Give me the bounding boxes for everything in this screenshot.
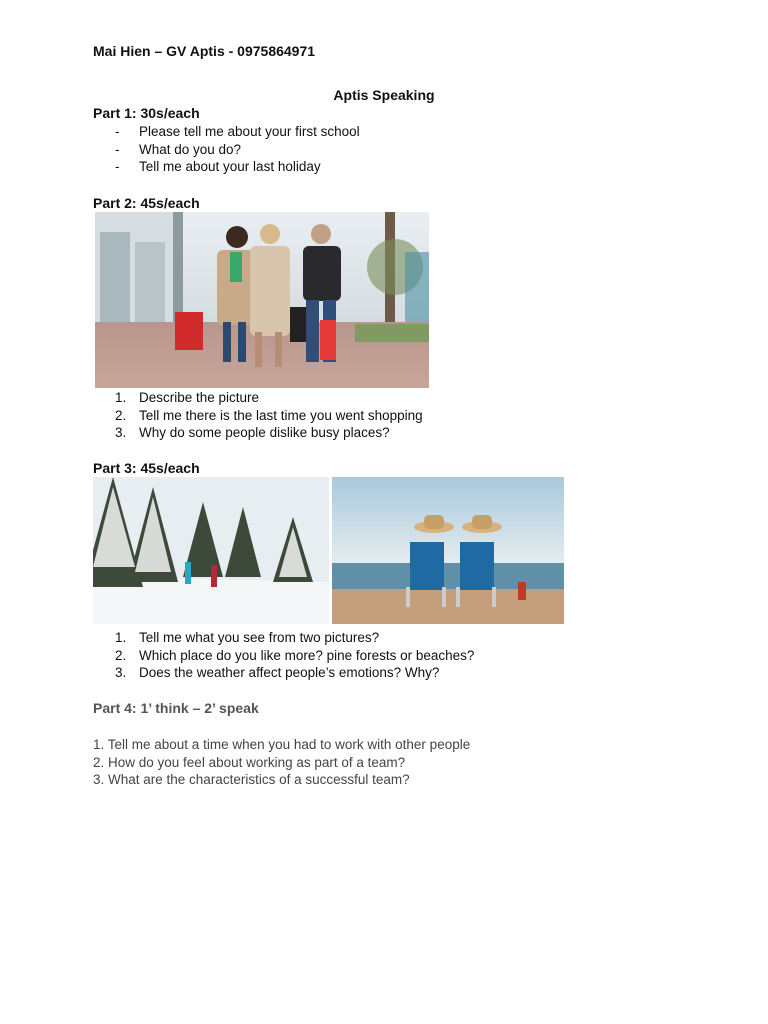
question-text: Describe the picture (139, 390, 260, 405)
bullet-dash: - (115, 141, 120, 157)
question-text: Which place do you like more? pine forests or beaches? (139, 647, 475, 663)
shopping-photo (95, 212, 429, 388)
question-text: Why do some people dislike busy places? (139, 425, 390, 441)
question-text: Tell me what you see from two pictures? (139, 630, 380, 645)
pine-forest-photo (93, 477, 329, 624)
part3-question-list (93, 629, 474, 682)
part3-heading: Part 3: 45s/each (93, 460, 200, 476)
list-item: 2. How do you feel about working as part of a team? (93, 754, 406, 770)
question-text: Does the weather affect people’s emotions? Why? (139, 665, 440, 681)
part1-heading: Part 1: 30s/each (93, 105, 200, 121)
list-number: 1. (115, 390, 127, 405)
beach-photo (332, 477, 564, 624)
question-text: Tell me there is the last time you went shopping (139, 407, 423, 423)
part4-question-list (93, 736, 470, 789)
list-item (93, 141, 360, 159)
list-item: 1. Tell me about a time when you had to work with other people (93, 737, 471, 752)
part1-question-list (93, 123, 360, 176)
list-item (93, 664, 474, 682)
question-text: Please tell me about your first school (139, 124, 360, 139)
list-number: 3. (115, 425, 127, 441)
list-item (93, 389, 423, 407)
list-item (93, 647, 474, 665)
document-header: Mai Hien – GV Aptis - 0975864971 (93, 43, 316, 59)
list-number: 2. (115, 647, 127, 663)
part4-heading: Part 4: 1’ think – 2’ speak (93, 700, 259, 716)
document-title: Aptis Speaking (333, 87, 435, 103)
list-item (93, 629, 474, 647)
question-text: What do you do? (139, 141, 242, 157)
list-item (93, 407, 423, 425)
part2-heading: Part 2: 45s/each (93, 195, 200, 211)
list-item (93, 123, 360, 141)
list-item (93, 424, 423, 442)
bullet-dash: - (115, 124, 120, 139)
list-number: 3. (115, 665, 127, 681)
question-text: Tell me about your last holiday (139, 159, 321, 175)
list-item (93, 158, 360, 176)
list-number: 2. (115, 407, 127, 423)
part2-question-list (93, 389, 423, 442)
bullet-dash: - (115, 159, 120, 175)
list-item: 3. What are the characteristics of a successful team? (93, 772, 410, 788)
list-number: 1. (115, 630, 127, 645)
